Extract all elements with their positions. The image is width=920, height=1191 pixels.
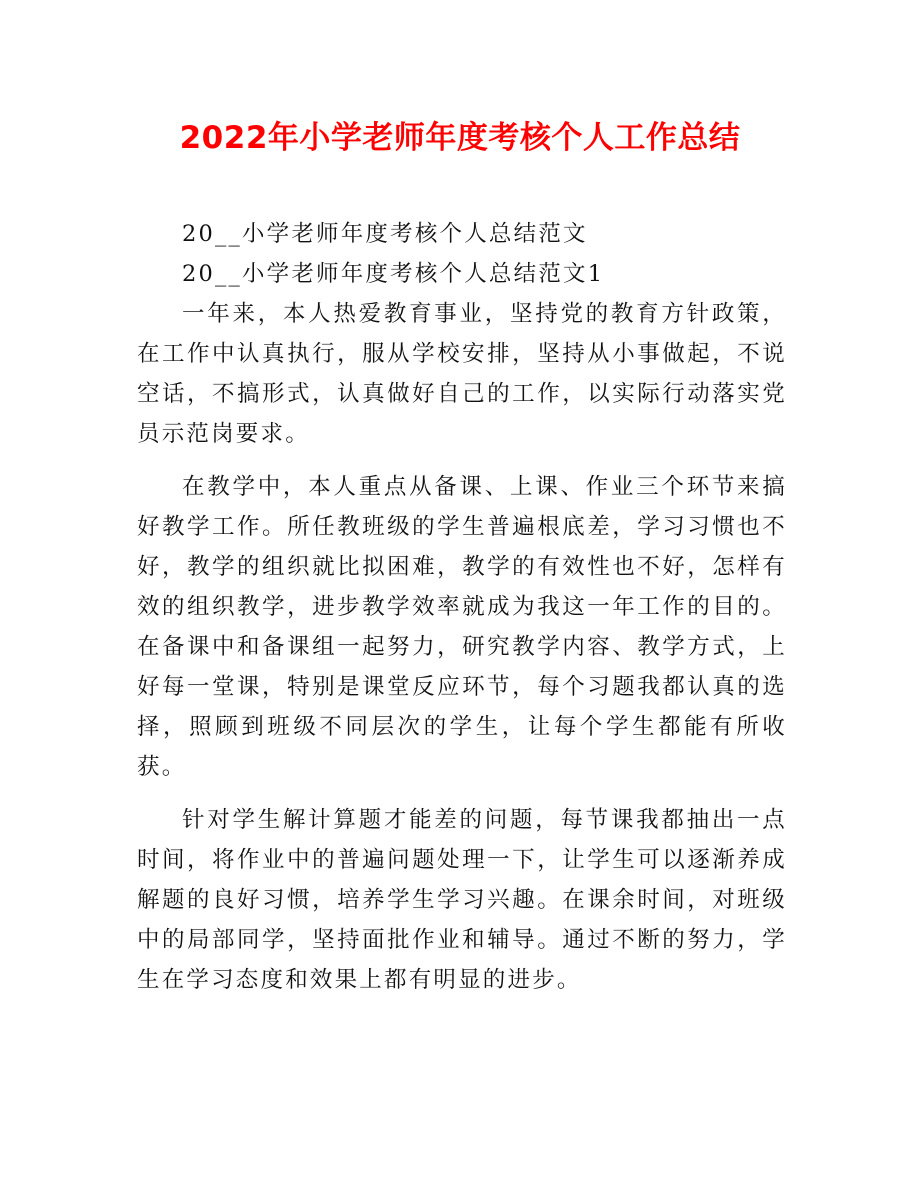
paragraph: 在教学中，本人重点从备课、上课、作业三个环节来搞好教学工作。所任教班级的学生普遍根底差，学习习惯也不好，教学的组织就比拟困难，教学的有效性也不好，怎样有效的组织教学，进步教学效率就成为我这一年工作的目的。在备课中和备课组一起努力，研究教学内容、教学方式，上好每一堂课，特别是课堂反应环节，每个习题我都认真的选择，照顾到班级不同层次的学生，让每个学生都能有所收获。 bbox=[137, 474, 787, 780]
paragraph: 一年来，本人热爱教育事业，坚持党的教育方针政策，在工作中认真执行，服从学校安排，坚持从小事做起，不说空话，不搞形式，认真做好自己的工作，以实际行动落实党员示范岗要求。 bbox=[137, 301, 787, 447]
paragraph: 针对学生解计算题才能差的问题，每节课我都抽出一点时间，将作业中的普遍问题处理一下，让学生可以逐渐养成解题的良好习惯，培养学生学习兴趣。在课余时间，对班级中的局部同学，坚持面批作业和辅导。通过不断的努力，学生在学习态度和效果上都有明显的进步。 bbox=[137, 807, 787, 993]
document-body bbox=[137, 214, 787, 1000]
document-title: 2022年小学老师年度考核个人工作总结 bbox=[179, 120, 741, 156]
section-heading: 20__小学老师年度考核个人总结范文1 bbox=[182, 261, 605, 287]
subtitle-line: 20__小学老师年度考核个人总结范文 bbox=[182, 221, 588, 247]
